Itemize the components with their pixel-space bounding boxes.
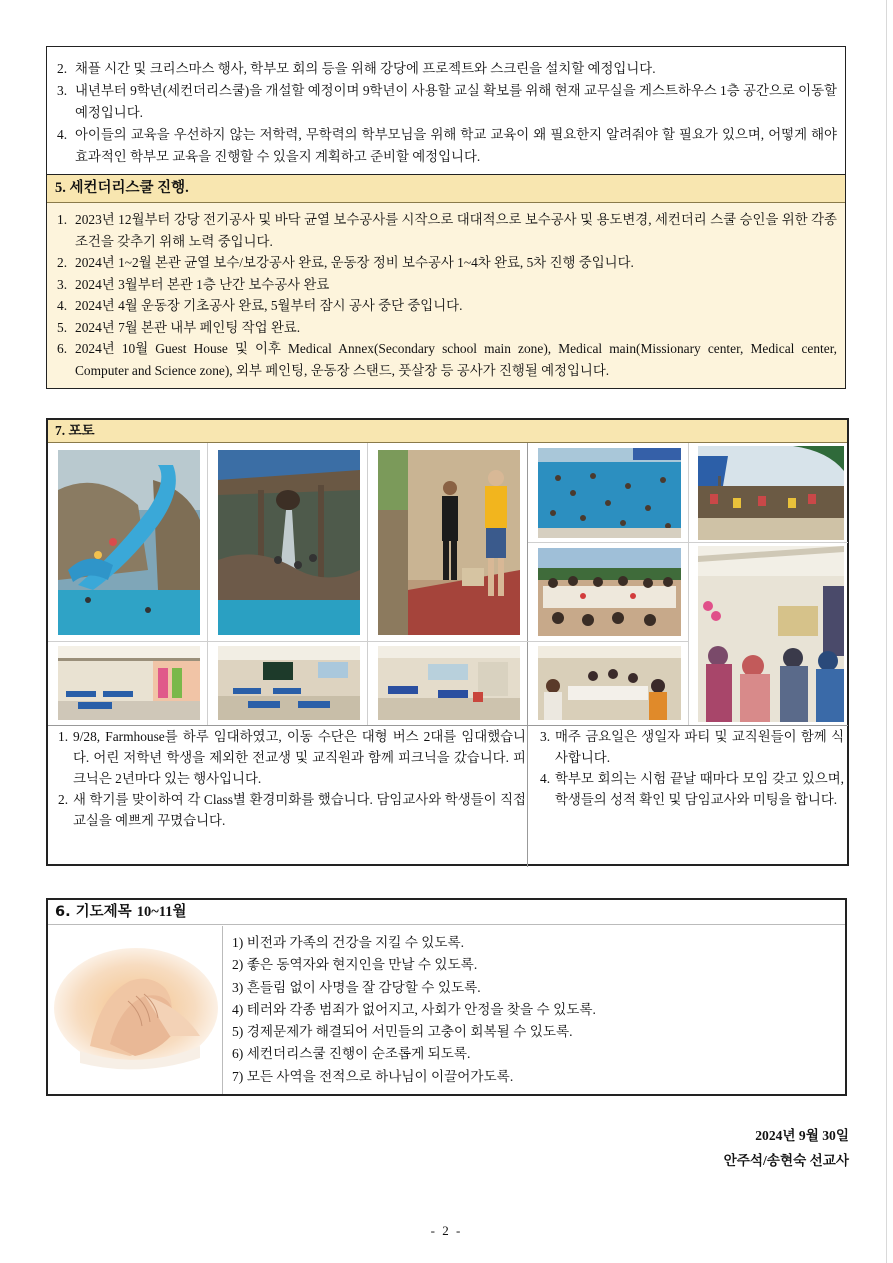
list-item: 2) 좋은 동역자와 현지인을 만날 수 있도록. (232, 957, 478, 973)
parents-meeting-photo (698, 546, 844, 722)
grid-divider (48, 641, 528, 642)
list-item: 5) 경제문제가 해결되어 서민들의 고충이 회복될 수 있도록. (232, 1024, 573, 1040)
list-item: 3. 2024년 3월부터 본관 1층 난간 보수공사 완료 (57, 276, 330, 292)
grid-divider (367, 443, 368, 725)
list-item: 4) 테러와 각종 범죄가 없어지고, 사회가 안정을 찾을 수 있도록. (232, 1001, 596, 1017)
pool-photo (538, 448, 681, 538)
section-title: 6. 기도제목 10~11월 (48, 900, 845, 925)
list-item: 1) 비전과 가족의 건강을 지킬 수 있도록. (232, 935, 465, 950)
grid-divider (688, 443, 689, 725)
list-item: 7) 모든 사역을 전적으로 하나님이 이끌어가도록. (232, 1068, 514, 1084)
photo-captions-right (536, 726, 844, 810)
photo-captions-left (54, 726, 526, 831)
list-item: 3. 매주 금요일은 생일자 파티 및 교직원들이 함께 식사합니다. (540, 729, 844, 765)
secondary-school-section (46, 174, 846, 389)
grid-divider (527, 443, 528, 867)
grid-divider (207, 443, 208, 725)
praying-hands-image (50, 926, 223, 1094)
prayer-section (46, 898, 847, 1096)
list-item: 1. 2023년 12월부터 강당 전기공사 및 바닥 균열 보수공사를 시작으로 대대적으로 보수공사 및 용도변경, 세컨더리 스쿨 승인을 위한 각종 조건을 갖추기 위해 노력 중입니다. (57, 212, 837, 249)
water-play-photo (218, 450, 360, 635)
list-item: 3. 내년부터 9학년(세컨더리스쿨)을 개설할 예정이며 9학년이 사용할 교실 확보를 위해 현재 교무실을 게스트하우스 1층 공간으로 이동할 예정입니다. (57, 83, 837, 120)
section-title: 5. 세컨더리스쿨 진행. (47, 175, 845, 203)
list-item: 4. 학부모 회의는 시험 끝날 때마다 모임 갖고 있으며, 학생들의 성적 확인 및 담임교사와 미팅을 합니다. (540, 771, 844, 807)
plan-list-box (46, 46, 846, 174)
page-number: - 2 - (430, 1223, 463, 1238)
grid-divider (528, 542, 848, 543)
list-item: 5. 2024년 7월 본관 내부 페인팅 작업 완료. (57, 319, 301, 335)
classroom-photo (378, 646, 520, 720)
list-item: 4. 아이들의 교육을 우선하지 않는 저학력, 무학력의 학부모님을 위해 학교 교육이 왜 필요한지 알려줘야 할 필요가 있으며, 어떻게 해야 효과적인 학부모 교육을 진행할 수 있을지 계획하고 준비할 예정입니다. (57, 127, 837, 164)
prayer-list (232, 932, 596, 1088)
list-item: 2. 채플 시간 및 크리스마스 행사, 학부모 회의 등을 위해 강당에 프로젝트와 스크린을 설치할 예정입니다. (57, 61, 656, 76)
classroom-photo (58, 646, 200, 720)
classroom-photo (218, 646, 360, 720)
grid-divider (528, 641, 688, 642)
list-item: 2. 2024년 1~2월 본관 균열 보수/보강공사 완료, 운동장 정비 보수공사 1~4차 완료, 5차 진행 중입니다. (57, 255, 634, 270)
page-edge (886, 0, 887, 1263)
list-item: 6) 세컨더리스쿨 진행이 순조롭게 되도록. (232, 1046, 471, 1062)
list-item: 2. 새 학기를 맞이하여 각 Class별 환경미화를 했습니다. 담임교사와 학생들이 직접 교실을 예쁘게 꾸몄습니다. (58, 792, 526, 828)
birthday-party-photo (538, 646, 681, 720)
list-item: 3) 흔들림 없이 사명을 잘 감당할 수 있도록. (232, 979, 481, 995)
list-item: 1. 9/28, Farmhouse를 하루 임대하였고, 이동 수단은 대형 버스 2대를 임대했습니다. 어린 저학년 학생을 제외한 전교생 및 교직원과 함께 피크닉을 갔습니다. 피크닉은 2년마다 있는 행사입니다. (58, 729, 526, 786)
list-item: 4. 2024년 4월 운동장 기초공사 완료, 5월부터 잠시 공사 중단 중입니다. (57, 298, 463, 313)
signature: 안주석/송현숙 선교사 (723, 1153, 849, 1168)
letter-date: 2024년 9월 30일 (755, 1128, 849, 1143)
section-title: 7. 포토 (48, 420, 847, 443)
lunch-photo (538, 548, 681, 636)
progress-list (47, 203, 845, 381)
waterslide-photo (58, 450, 200, 635)
plan-list (53, 58, 837, 168)
photo-section (46, 418, 849, 866)
teachers-photo (378, 450, 520, 635)
list-item: 6. 2024년 10월 Guest House 및 이후 Medical Annex(Secondary school main zone), Medical main(Missionary center, Medical center, Computer and Science zone), 외부 페인팅, 운동장 스탠드, 풋살장 등 공사가 진행될 예정입니다. (57, 341, 837, 378)
group-photo (698, 446, 844, 540)
